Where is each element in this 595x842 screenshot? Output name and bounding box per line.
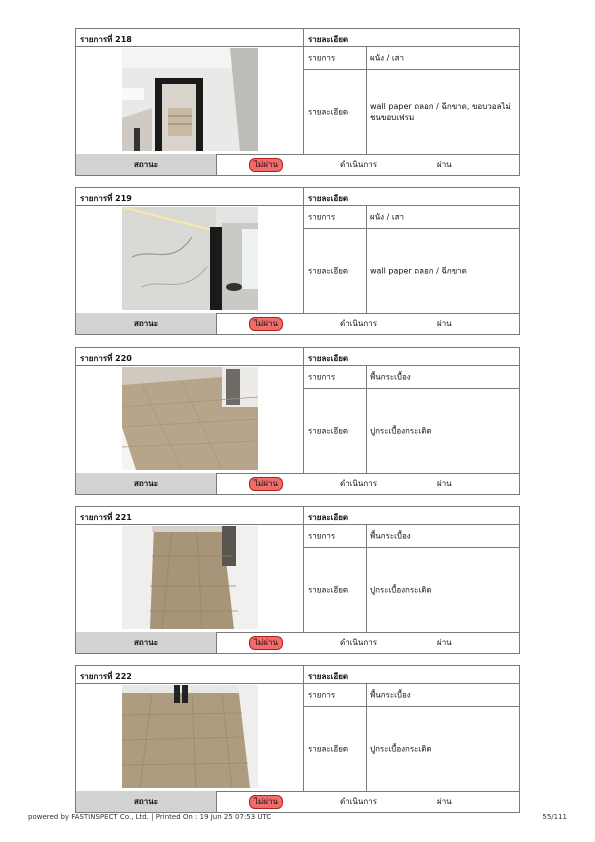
status-row <box>76 473 519 494</box>
detail-label: รายละเอียด <box>308 426 349 435</box>
detail-header: รายละเอียด <box>308 354 349 363</box>
inspection-item-220 <box>75 347 520 495</box>
detail-header: รายละเอียด <box>308 35 349 44</box>
status-pass[interactable]: ผ่าน <box>437 479 452 488</box>
detail-value: ปูกระเบื้องกระเดิด <box>370 744 432 753</box>
footer-page-number: 55/111 <box>542 813 567 821</box>
item-photo[interactable] <box>76 365 304 473</box>
item-value: ผนัง / เสา <box>370 53 404 62</box>
detail-header: รายละเอียด <box>308 513 349 522</box>
photo-floor-room <box>122 685 258 788</box>
item-photo[interactable] <box>76 205 304 313</box>
item-label: รายการ <box>308 690 336 699</box>
detail-value: ปูกระเบื้องกระเดิด <box>370 426 432 435</box>
detail-label: รายละเอียด <box>308 107 349 116</box>
photo-floor-corridor <box>122 526 258 629</box>
status-label: สถานะ <box>76 154 217 175</box>
item-value: พื้นกระเบื้อง <box>370 372 411 381</box>
item-label: รายการ <box>308 372 336 381</box>
detail-header: รายละเอียด <box>308 672 349 681</box>
status-fail-badge[interactable]: ไม่ผ่าน <box>249 795 283 809</box>
status-in-progress[interactable]: ดำเนินการ <box>340 797 377 806</box>
status-fail-badge[interactable]: ไม่ผ่าน <box>249 636 283 650</box>
inspection-item-222 <box>75 665 520 813</box>
item-value: ผนัง / เสา <box>370 212 404 221</box>
status-row <box>76 791 519 812</box>
item-label: รายการ <box>308 53 336 62</box>
item-value: พื้นกระเบื้อง <box>370 690 411 699</box>
status-fail-badge[interactable]: ไม่ผ่าน <box>249 477 283 491</box>
detail-value: wall paper ถลอก / ฉีกขาด <box>370 266 467 275</box>
item-photo[interactable] <box>76 524 304 632</box>
item-header <box>76 29 519 47</box>
photo-floor-tile <box>122 367 258 470</box>
status-pass[interactable]: ผ่าน <box>437 319 452 328</box>
status-label: สถานะ <box>76 791 217 812</box>
footer-printed-on: powered by FASTINSPECT Co., Ltd. | Printed On : 19 Jun 25 07:53 UTC <box>28 813 272 821</box>
status-in-progress[interactable]: ดำเนินการ <box>340 319 377 328</box>
photo-doorway <box>122 48 258 151</box>
detail-value: wall paper ถลอก / ฉีกขาด, ขอบวอลไม่ชนขอบเฟรม <box>370 101 511 122</box>
status-fail-badge[interactable]: ไม่ผ่าน <box>249 158 283 172</box>
item-title: รายการที่ 219 <box>76 188 304 205</box>
inspection-item-219 <box>75 187 520 335</box>
status-fail-badge[interactable]: ไม่ผ่าน <box>249 317 283 331</box>
item-title: รายการที่ 222 <box>76 666 304 683</box>
item-title: รายการที่ 218 <box>76 29 304 46</box>
status-pass[interactable]: ผ่าน <box>437 638 452 647</box>
detail-label: รายละเอียด <box>308 744 349 753</box>
detail-label: รายละเอียด <box>308 266 349 275</box>
item-photo[interactable] <box>76 46 304 154</box>
status-row <box>76 632 519 653</box>
status-label: สถานะ <box>76 473 217 494</box>
item-title: รายการที่ 221 <box>76 507 304 524</box>
item-photo[interactable] <box>76 683 304 791</box>
inspection-item-218 <box>75 28 520 176</box>
photo-wall-damage <box>122 207 258 310</box>
status-row <box>76 313 519 334</box>
item-label: รายการ <box>308 531 336 540</box>
status-pass[interactable]: ผ่าน <box>437 797 452 806</box>
status-in-progress[interactable]: ดำเนินการ <box>340 638 377 647</box>
detail-header: รายละเอียด <box>308 194 349 203</box>
status-row <box>76 154 519 175</box>
status-in-progress[interactable]: ดำเนินการ <box>340 160 377 169</box>
detail-value: ปูกระเบื้องกระเดิด <box>370 585 432 594</box>
status-in-progress[interactable]: ดำเนินการ <box>340 479 377 488</box>
status-label: สถานะ <box>76 313 217 334</box>
item-title: รายการที่ 220 <box>76 348 304 365</box>
detail-label: รายละเอียด <box>308 585 349 594</box>
inspection-item-221 <box>75 506 520 654</box>
item-label: รายการ <box>308 212 336 221</box>
status-pass[interactable]: ผ่าน <box>437 160 452 169</box>
status-label: สถานะ <box>76 632 217 653</box>
item-value: พื้นกระเบื้อง <box>370 531 411 540</box>
